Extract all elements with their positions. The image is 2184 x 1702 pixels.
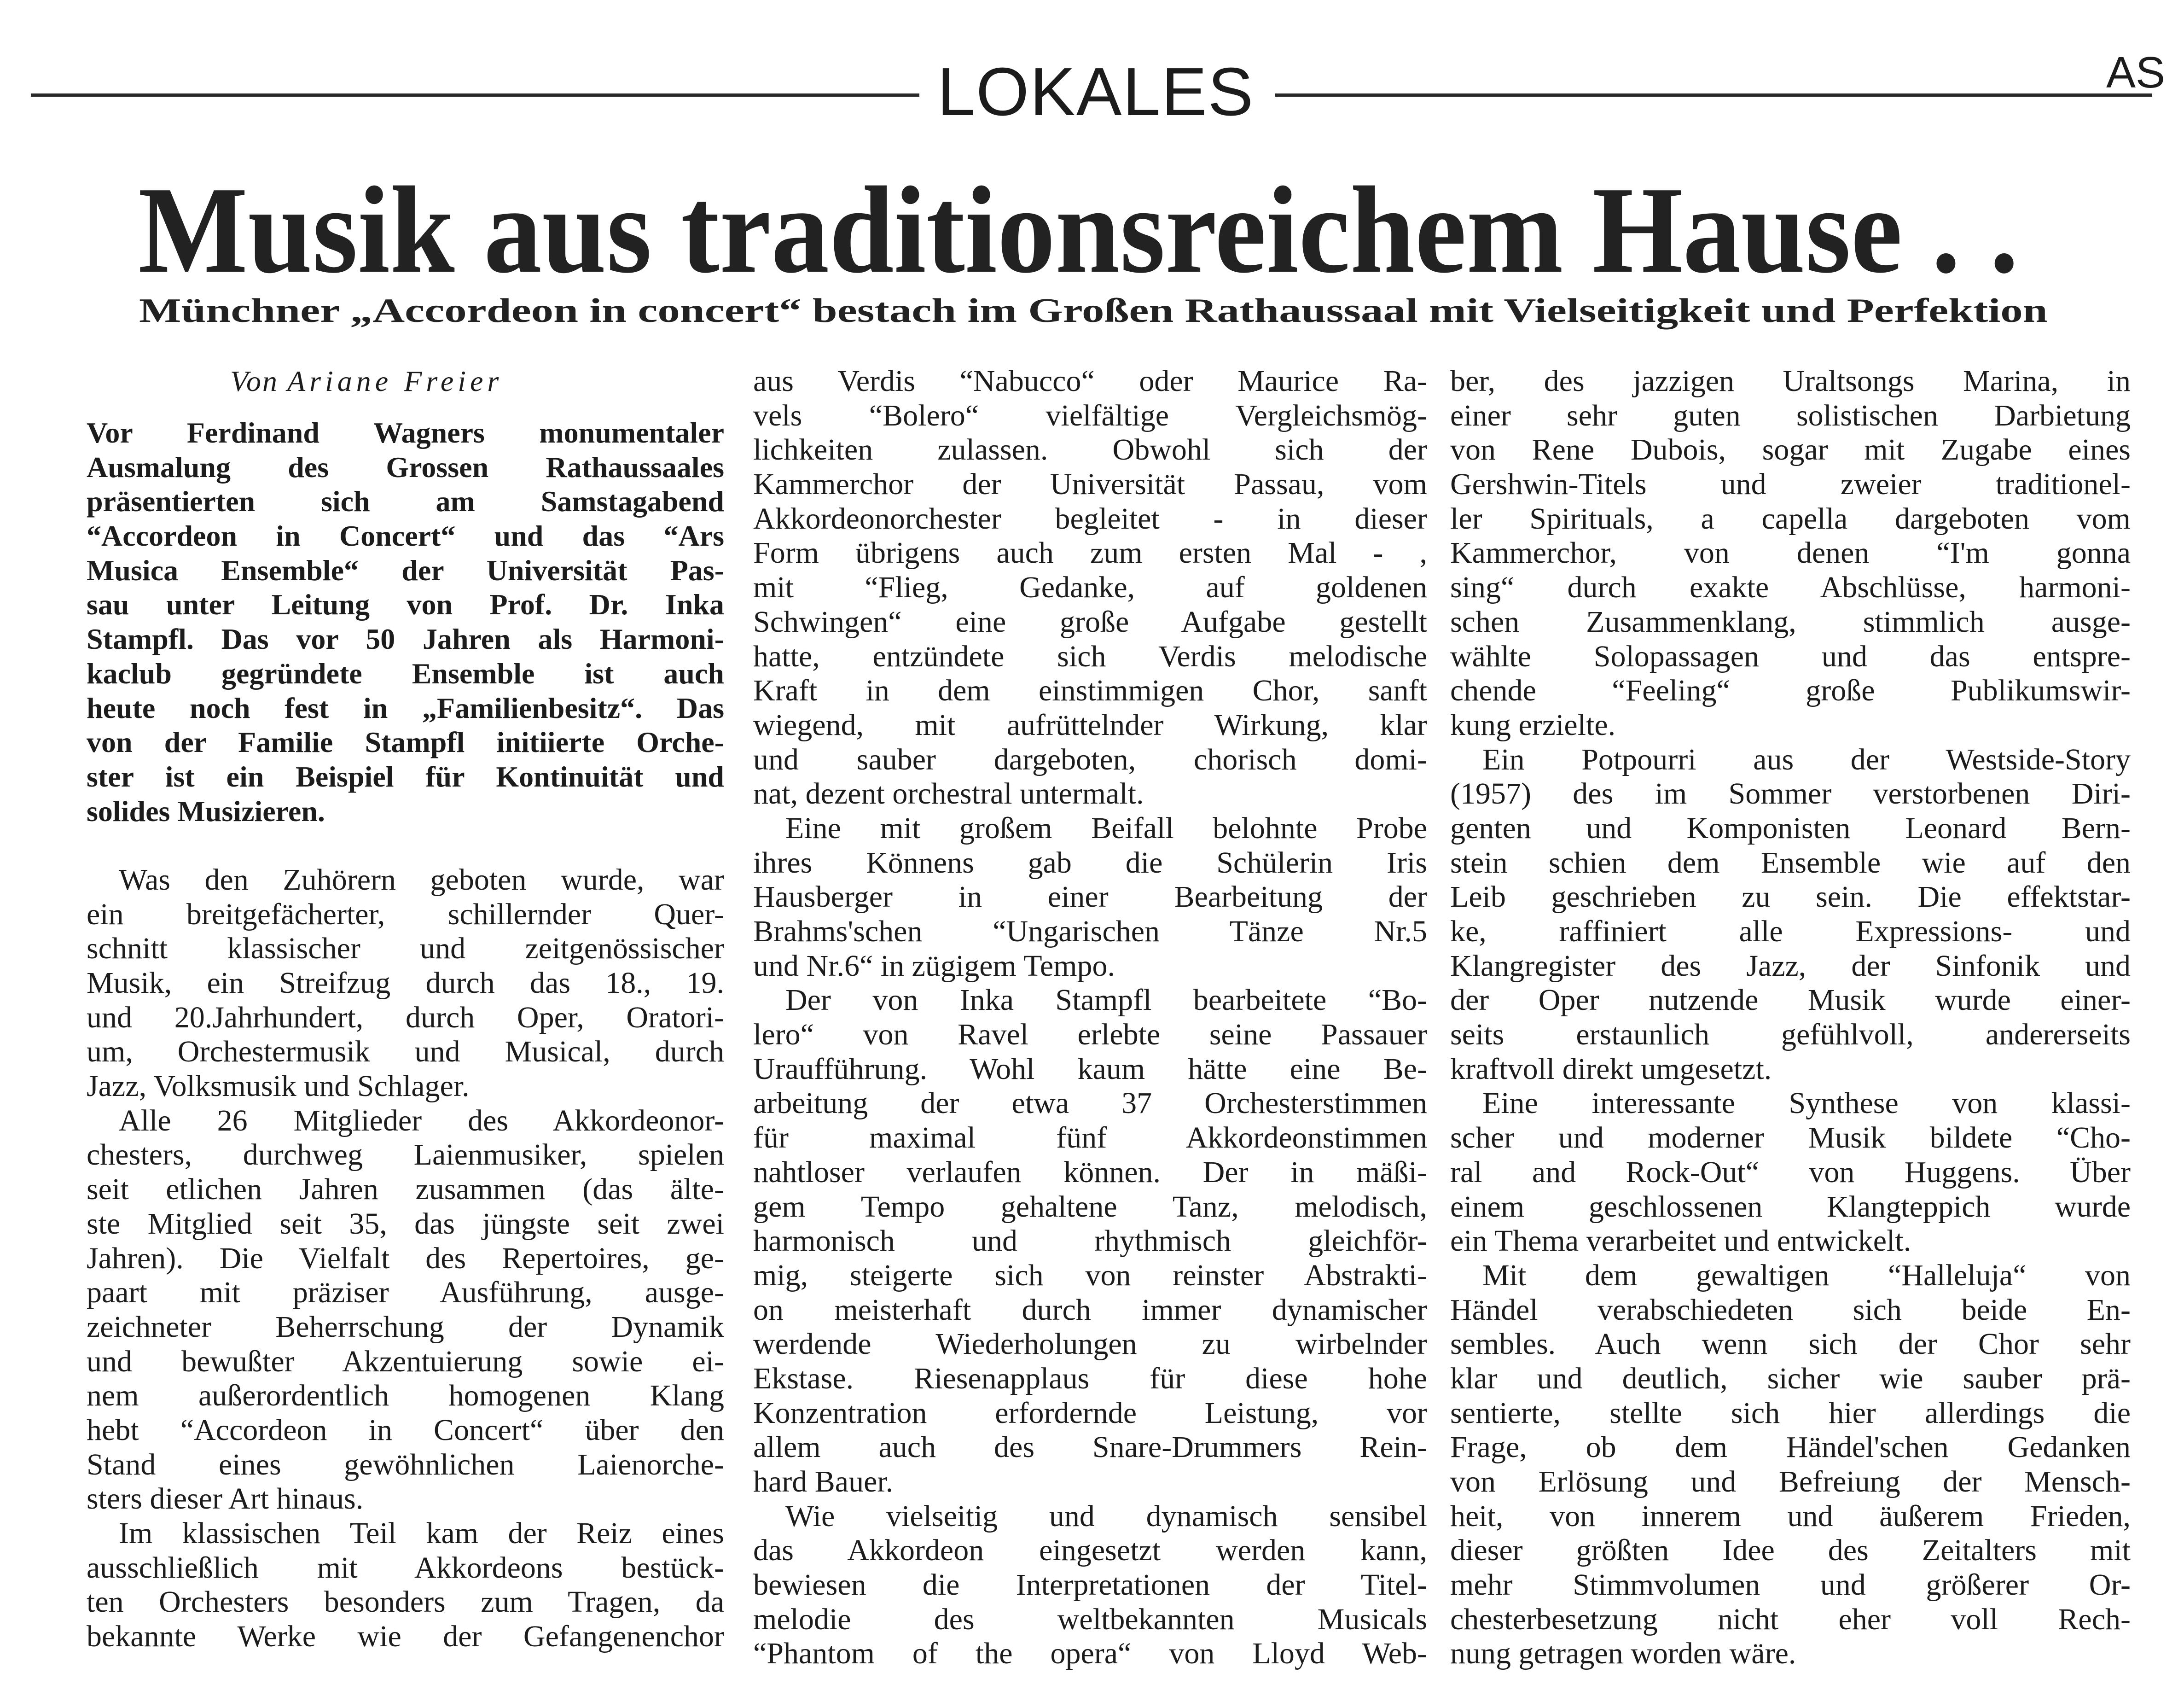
byline-prefix: Von bbox=[230, 365, 279, 397]
text-line: und 20.Jahrhundert, durch Oper, Oratori- bbox=[87, 1000, 724, 1034]
text-line: Händel verabschiedeten sich beide En- bbox=[1450, 1293, 2131, 1327]
text-line: arbeitung der etwa 37 Orchesterstimmen bbox=[753, 1086, 1427, 1120]
header-rule-left bbox=[31, 93, 919, 97]
text-line: sters dieser Art hinaus. bbox=[87, 1482, 364, 1516]
text-line: dieser größten Idee des Zeitalters mit bbox=[1450, 1533, 2131, 1568]
text-line: ber, des jazzigen Uraltsongs Marina, in bbox=[1450, 364, 2131, 398]
text-line: wiegend, mit aufrüttelnder Wirkung, klar bbox=[753, 708, 1427, 742]
text-line: sau unter Leitung von Prof. Dr. Inka bbox=[87, 588, 724, 621]
text-line: präsentierten sich am Samstagabend bbox=[87, 485, 724, 518]
text-line: Hausberger in einer Bearbeitung der bbox=[753, 880, 1427, 914]
text-line: stein schien dem Ensemble wie auf den bbox=[1450, 845, 2131, 880]
text-line: Was den Zuhörern geboten wurde, war bbox=[119, 863, 724, 897]
text-line: chende “Feeling“ große Publikumswir- bbox=[1450, 674, 2131, 708]
text-line: sentierte, stellte sich hier allerdings die bbox=[1450, 1396, 2131, 1430]
paragraph bbox=[753, 364, 1427, 811]
text-line: allem auch des Snare-Drummers Rein- bbox=[753, 1430, 1427, 1464]
text-line: harmonisch und rhythmisch gleichför- bbox=[753, 1224, 1427, 1258]
text-line: ral and Rock-Out“ von Huggens. Über bbox=[1450, 1155, 2131, 1189]
paragraph bbox=[753, 983, 1427, 1499]
text-line: hebt “Accordeon in Concert“ über den bbox=[87, 1413, 724, 1447]
text-line: Der von Inka Stampfl bearbeitete “Bo- bbox=[785, 983, 1427, 1017]
text-line: melodie des weltbekannten Musicals bbox=[753, 1602, 1427, 1636]
lead-paragraph bbox=[87, 416, 724, 828]
text-line: nahtloser verlaufen können. Der in mäßi- bbox=[753, 1155, 1427, 1189]
text-line: Konzentration erfordernde Leistung, vor bbox=[753, 1396, 1427, 1430]
text-line: (1957) des im Sommer verstorbenen Diri- bbox=[1450, 777, 2131, 811]
text-line: mehr Stimmvolumen und größerer Or- bbox=[1450, 1568, 2131, 1602]
text-line: mig, steigerte sich von reinster Abstrakti- bbox=[753, 1258, 1427, 1292]
paragraph-gap bbox=[87, 828, 724, 863]
text-line: Uraufführung. Wohl kaum hätte eine Be- bbox=[753, 1052, 1427, 1086]
text-line: aus Verdis “Nabucco“ oder Maurice Ra- bbox=[753, 364, 1427, 398]
text-line: einer sehr guten solistischen Darbietung bbox=[1450, 398, 2131, 432]
text-line: und sauber dargeboten, chorisch domi- bbox=[753, 742, 1427, 776]
text-line: sembles. Auch wenn sich der Chor sehr bbox=[1450, 1327, 2131, 1361]
text-line: ste Mitglied seit 35, das jüngste seit zwei bbox=[87, 1207, 724, 1241]
text-line: Mit dem gewaltigen “Halleluja“ von bbox=[1482, 1258, 2131, 1292]
text-line: wählte Solopassagen und das entspre- bbox=[1450, 639, 2131, 673]
text-line: ster ist ein Beispiel für Kontinuität und bbox=[87, 760, 724, 793]
text-line: ein Thema verarbeitet und entwickelt. bbox=[1450, 1224, 1911, 1258]
text-line: Ein Potpourri aus der Westside-Story bbox=[1482, 742, 2131, 776]
text-line: schen Zusammenklang, stimmlich ausge- bbox=[1450, 605, 2131, 639]
paragraph bbox=[753, 811, 1427, 983]
text-line: Kraft in dem einstimmigen Chor, sanft bbox=[753, 674, 1427, 708]
text-line: Akkordeonorchester begleitet - in dieser bbox=[753, 501, 1427, 536]
text-line: solides Musizieren. bbox=[87, 794, 325, 828]
paragraph bbox=[87, 1104, 724, 1516]
text-line: paart mit präziser Ausführung, ausge- bbox=[87, 1276, 724, 1310]
text-line: kraftvoll direkt umgesetzt. bbox=[1450, 1052, 1772, 1086]
text-line: sing“ durch exakte Abschlüsse, harmoni- bbox=[1450, 571, 2131, 605]
text-line: Eine mit großem Beifall belohnte Probe bbox=[785, 811, 1427, 845]
text-line: Musik, ein Streifzug durch das 18., 19. bbox=[87, 966, 724, 1000]
text-line: ausschließlich mit Akkordeons bestück- bbox=[87, 1550, 724, 1585]
text-line: Gershwin-Titels und zweier traditionel- bbox=[1450, 467, 2131, 501]
text-line: Vor Ferdinand Wagners monumentaler bbox=[87, 416, 724, 449]
text-line: Frage, ob dem Händel'schen Gedanken bbox=[1450, 1430, 2131, 1464]
text-line: zeichneter Beherrschung der Dynamik bbox=[87, 1310, 724, 1344]
text-line: seits erstaunlich gefühlvoll, andererseits bbox=[1450, 1018, 2131, 1052]
text-line: Schwingen“ eine große Aufgabe gestellt bbox=[753, 605, 1427, 639]
text-line: klar und deutlich, sicher wie sauber prä- bbox=[1450, 1361, 2131, 1395]
text-line: einem geschlossenen Klangteppich wurde bbox=[1450, 1189, 2131, 1224]
text-line: on meisterhaft durch immer dynamischer bbox=[753, 1293, 1427, 1327]
paragraph bbox=[87, 1516, 724, 1654]
text-line: nung getragen worden wäre. bbox=[1450, 1637, 1796, 1671]
text-line: vels “Bolero“ vielfältige Vergleichsmög- bbox=[753, 398, 1427, 432]
text-line: schnitt klassischer und zeitgenössischer bbox=[87, 932, 724, 966]
article-column-1 bbox=[87, 416, 724, 1654]
byline bbox=[230, 364, 503, 398]
text-line: Stampfl. Das vor 50 Jahren als Harmoni- bbox=[87, 623, 724, 656]
article-column-3 bbox=[1450, 364, 2131, 1671]
corner-mark: AS bbox=[2106, 48, 2166, 97]
text-line: lichkeiten zulassen. Obwohl sich der bbox=[753, 433, 1427, 467]
text-line: nat, dezent orchestral untermalt. bbox=[753, 777, 1144, 811]
text-line: Stand eines gewöhnlichen Laienorche- bbox=[87, 1447, 724, 1481]
text-line: seit etlichen Jahren zusammen (das älte- bbox=[87, 1172, 724, 1207]
text-line: bekannte Werke wie der Gefangenenchor bbox=[87, 1620, 724, 1654]
text-line: Klangregister des Jazz, der Sinfonik und bbox=[1450, 949, 2131, 983]
text-line: scher und moderner Musik bildete “Cho- bbox=[1450, 1121, 2131, 1155]
text-line: nem außerordentlich homogenen Klang bbox=[87, 1379, 724, 1413]
byline-author: Ariane Freier bbox=[287, 365, 503, 397]
text-line: Alle 26 Mitglieder des Akkordeonor- bbox=[119, 1103, 724, 1137]
text-line: mit “Flieg, Gedanke, auf goldenen bbox=[753, 571, 1427, 605]
paragraph bbox=[1450, 364, 2131, 743]
text-line: der Oper nutzende Musik wurde einer- bbox=[1450, 983, 2131, 1017]
text-line: bewiesen die Interpretationen der Titel- bbox=[753, 1568, 1427, 1602]
section-title: LOKALES bbox=[937, 54, 1255, 130]
text-line: Form übrigens auch zum ersten Mal - , bbox=[753, 536, 1427, 570]
text-line: chesterbesetzung nicht eher voll Rech- bbox=[1450, 1602, 2131, 1636]
text-line: hatte, entzündete sich Verdis melodische bbox=[753, 639, 1427, 673]
text-line: ler Spirituals, a capella dargeboten vom bbox=[1450, 501, 2131, 536]
paragraph bbox=[1450, 1259, 2131, 1671]
paragraph bbox=[753, 1499, 1427, 1671]
text-line: Musica Ensemble“ der Universität Pas- bbox=[87, 554, 724, 587]
text-line: werdende Wiederholungen zu wirbelnder bbox=[753, 1327, 1427, 1361]
header-rule-right bbox=[1275, 93, 2152, 97]
text-line: Ekstase. Riesenapplaus für diese hohe bbox=[753, 1361, 1427, 1395]
text-line: gem Tempo gehaltene Tanz, melodisch, bbox=[753, 1189, 1427, 1224]
text-line: kung erzielte. bbox=[1450, 708, 1616, 742]
text-line: chesters, durchweg Laienmusiker, spielen bbox=[87, 1138, 724, 1172]
text-line: ihres Könnens gab die Schülerin Iris bbox=[753, 845, 1427, 880]
text-line: “Accordeon in Concert“ und das “Ars bbox=[87, 519, 724, 553]
paragraph bbox=[87, 863, 724, 1104]
text-line: um, Orchestermusik und Musical, durch bbox=[87, 1035, 724, 1069]
text-line: von der Familie Stampfl initiierte Orche- bbox=[87, 726, 724, 759]
text-line: Brahms'schen “Ungarischen Tänze Nr.5 bbox=[753, 915, 1427, 948]
text-line: von Rene Dubois, sogar mit Zugabe eines bbox=[1450, 433, 2131, 467]
text-line: von Erlösung und Befreiung der Mensch- bbox=[1450, 1465, 2131, 1498]
text-line: ten Orchesters besonders zum Tragen, da bbox=[87, 1585, 724, 1619]
headline: Musik aus traditionsreichem Hause . . bbox=[138, 161, 2019, 299]
text-line: kaclub gegründete Ensemble ist auch bbox=[87, 657, 724, 690]
subheadline: Münchner „Accordeon in concert“ bestach im Großen Rathaussaal mit Vielseitigkeit und Perfektion bbox=[139, 292, 2048, 330]
text-line: ke, raffiniert alle Expressions- und bbox=[1450, 915, 2131, 948]
text-line: heit, von innerem und äußerem Frieden, bbox=[1450, 1499, 2131, 1533]
text-line: und bewußter Akzentuierung sowie ei- bbox=[87, 1344, 724, 1378]
text-line: und Nr.6“ in zügigem Tempo. bbox=[753, 949, 1115, 983]
text-line: Im klassischen Teil kam der Reiz eines bbox=[119, 1516, 724, 1550]
text-line: hard Bauer. bbox=[753, 1465, 894, 1498]
paragraph bbox=[1450, 1086, 2131, 1258]
text-line: Ausmalung des Grossen Rathaussaales bbox=[87, 450, 724, 484]
text-line: Jazz, Volksmusik und Schlager. bbox=[87, 1069, 470, 1103]
text-line: das Akkordeon eingesetzt werden kann, bbox=[753, 1533, 1427, 1568]
text-line: Kammerchor, von denen “I'm gonna bbox=[1450, 536, 2131, 570]
text-line: Leib geschrieben zu sein. Die effektstar- bbox=[1450, 880, 2131, 914]
text-line: Wie vielseitig und dynamisch sensibel bbox=[785, 1499, 1427, 1533]
text-line: Kammerchor der Universität Passau, vom bbox=[753, 467, 1427, 501]
text-line: “Phantom of the opera“ von Lloyd Web- bbox=[753, 1637, 1427, 1671]
text-line: Eine interessante Synthese von klassi- bbox=[1482, 1086, 2131, 1120]
text-line: genten und Komponisten Leonard Bern- bbox=[1450, 811, 2131, 845]
paragraph bbox=[1450, 743, 2131, 1087]
text-line: heute noch fest in „Familienbesitz“. Das bbox=[87, 691, 724, 724]
text-line: für maximal fünf Akkordeonstimmen bbox=[753, 1121, 1427, 1155]
text-line: lero“ von Ravel erlebte seine Passauer bbox=[753, 1018, 1427, 1052]
text-line: Jahren). Die Vielfalt des Repertoires, ge- bbox=[87, 1241, 724, 1275]
text-line: ein breitgefächerter, schillernder Quer- bbox=[87, 897, 724, 931]
article-column-2 bbox=[753, 364, 1427, 1671]
